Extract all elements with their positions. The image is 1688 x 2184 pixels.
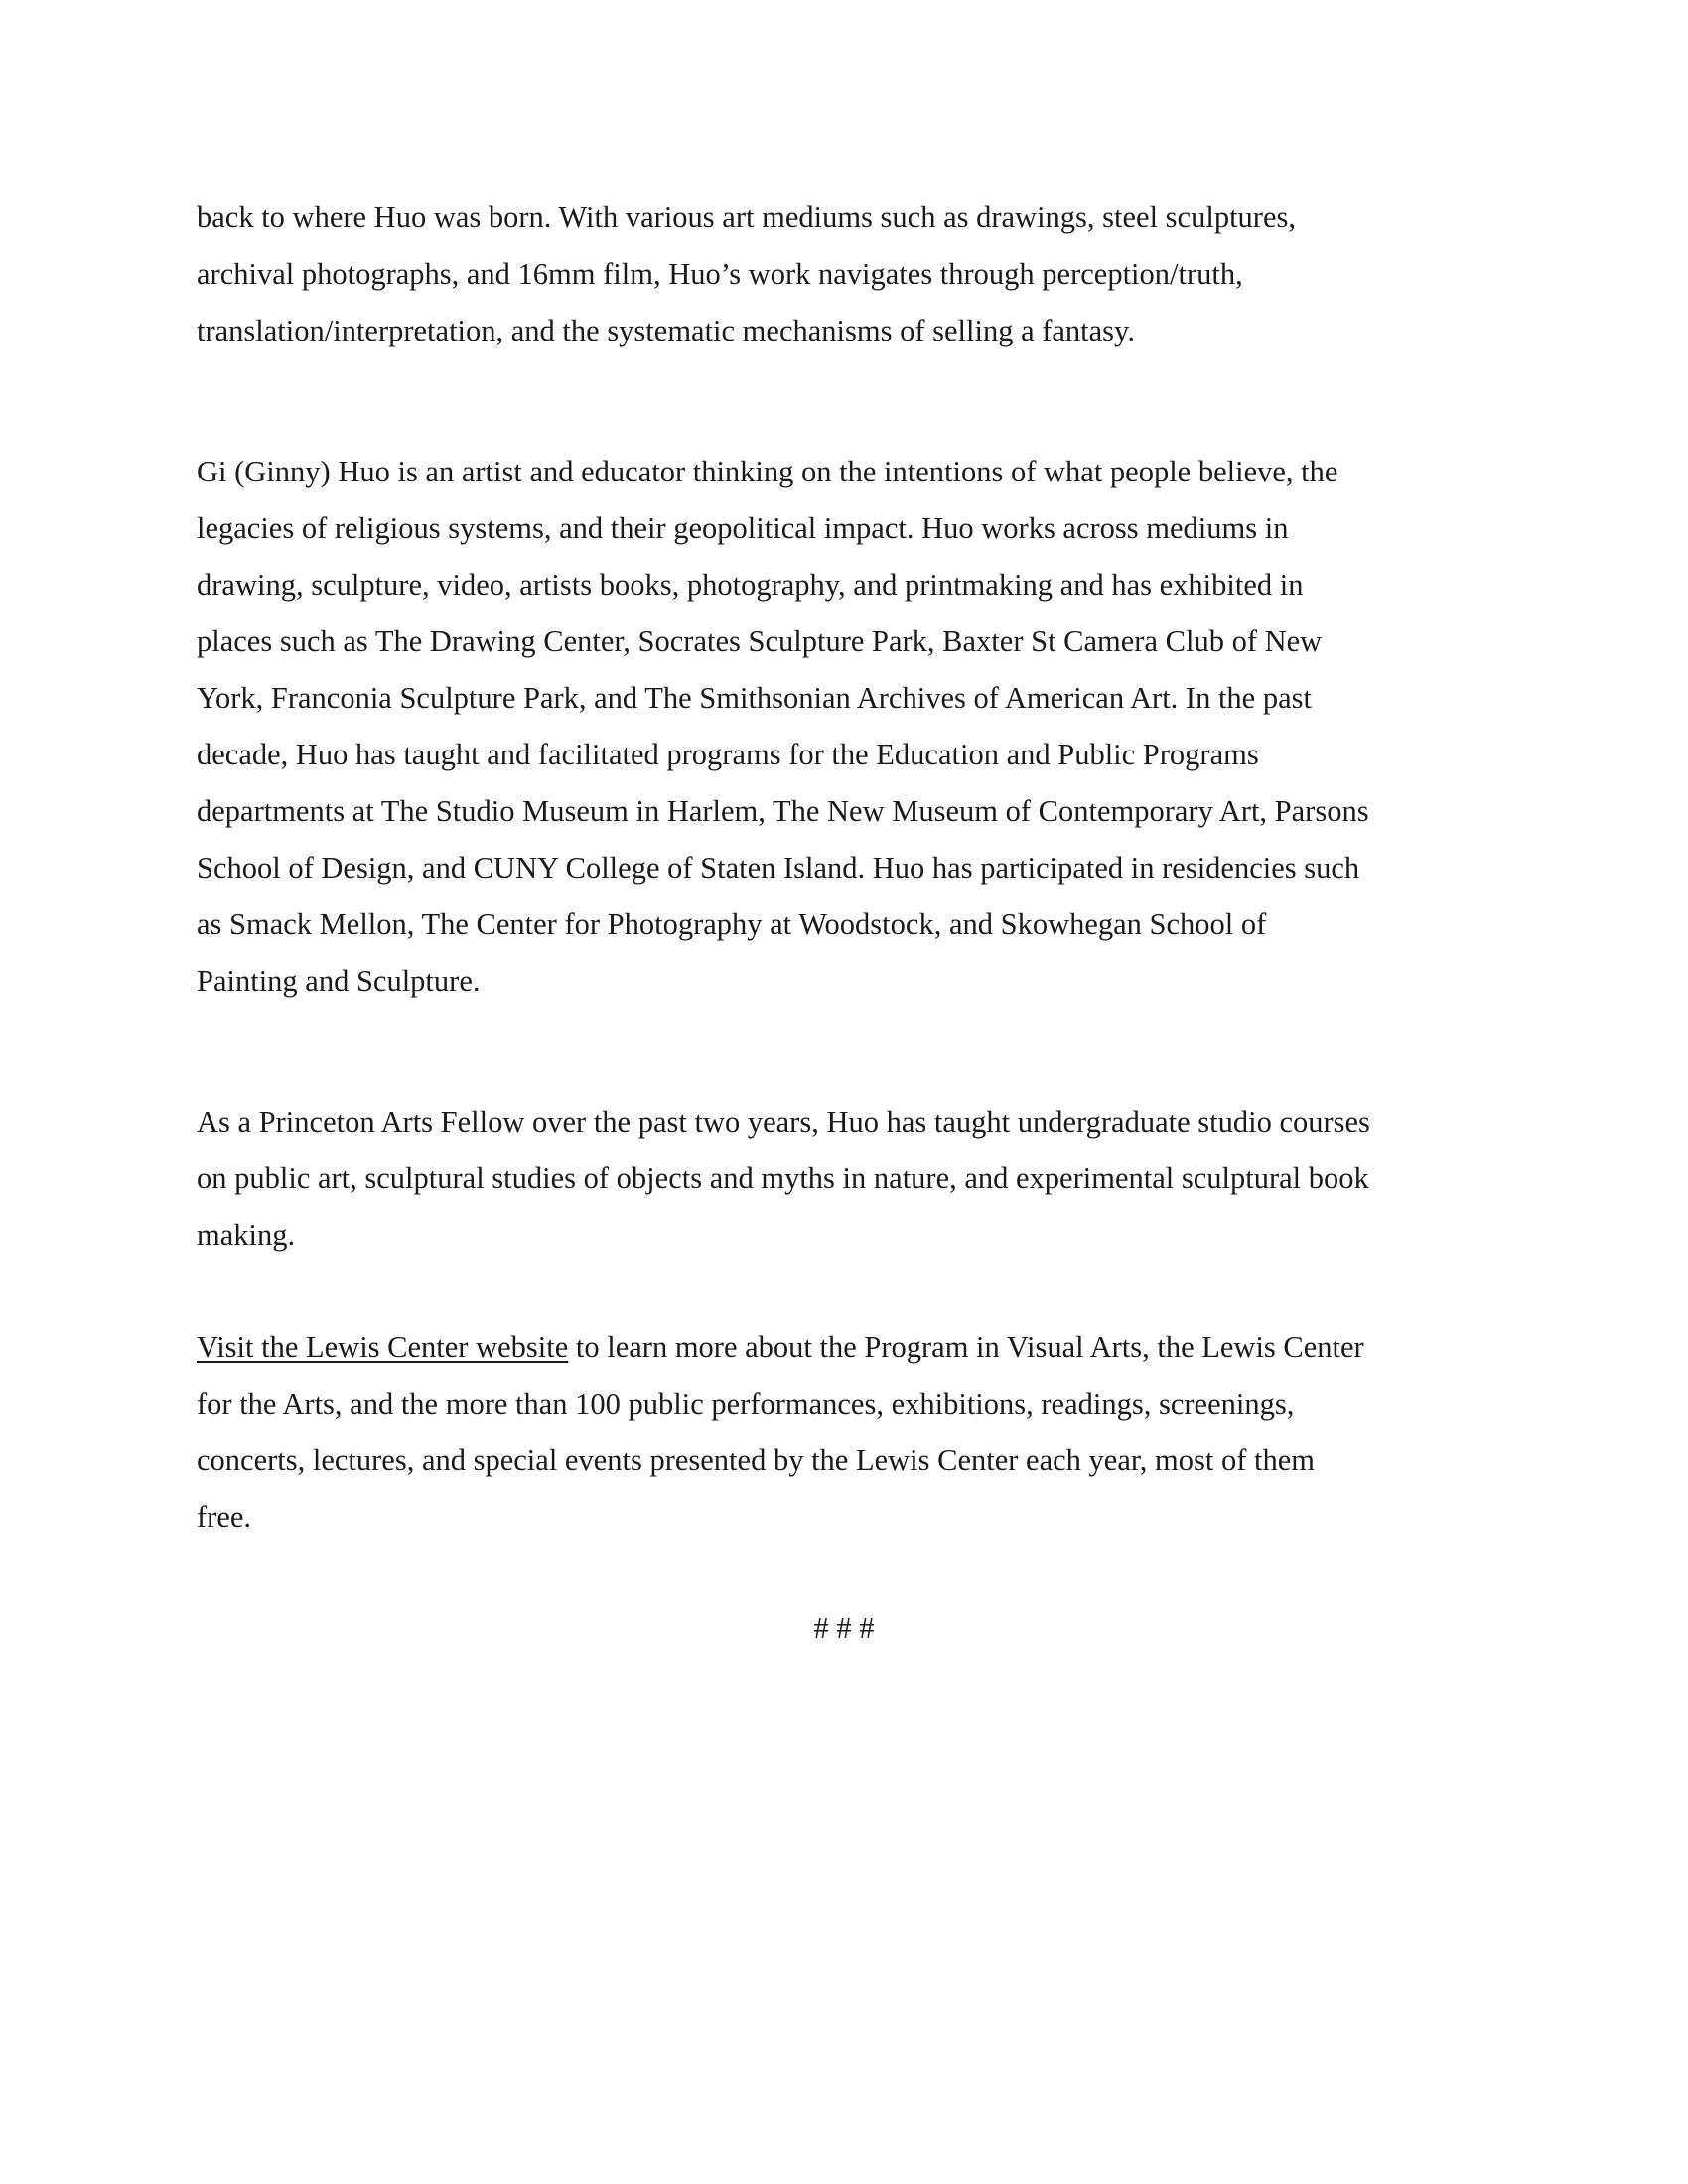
paragraph-line: As a Princeton Arts Fellow over the past two years, Huo has taught undergraduate studio courses bbox=[197, 1105, 1370, 1139]
paragraph-line: places such as The Drawing Center, Socrates Sculpture Park, Baxter St Camera Club of New bbox=[197, 624, 1323, 658]
end-of-release-mark: # # # bbox=[813, 1611, 875, 1645]
paragraph-line: Gi (Ginny) Huo is an artist and educator thinking on the intentions of what people believe, the bbox=[197, 455, 1338, 488]
paragraph-line: archival photographs, and 16mm film, Huo’s work navigates through perception/truth, bbox=[197, 257, 1243, 291]
link-sentence-text: to learn more about the Program in Visual Arts, the Lewis Center bbox=[568, 1330, 1364, 1364]
paragraph-line: legacies of religious systems, and their geopolitical impact. Huo works across mediums in bbox=[197, 511, 1289, 545]
paragraph-line bbox=[197, 1327, 1364, 1367]
paragraph-line: departments at The Studio Museum in Harlem, The New Museum of Contemporary Art, Parsons bbox=[197, 794, 1369, 828]
paragraph-line: as Smack Mellon, The Center for Photography at Woodstock, and Skowhegan School of bbox=[197, 907, 1267, 941]
paragraph-line: decade, Huo has taught and facilitated programs for the Education and Public Programs bbox=[197, 738, 1259, 771]
paragraph-line: for the Arts, and the more than 100 public performances, exhibitions, readings, screenings, bbox=[197, 1387, 1295, 1421]
paragraph-line: back to where Huo was born. With various art mediums such as drawings, steel sculptures, bbox=[197, 201, 1296, 234]
paragraph-line: free. bbox=[197, 1500, 252, 1534]
paragraph-line: translation/interpretation, and the systematic mechanisms of selling a fantasy. bbox=[197, 314, 1135, 347]
paragraph-line: concerts, lectures, and special events presented by the Lewis Center each year, most of them bbox=[197, 1443, 1315, 1477]
paragraph-line: drawing, sculpture, video, artists books, photography, and printmaking and has exhibited in bbox=[197, 568, 1304, 602]
paragraph-line: School of Design, and CUNY College of Staten Island. Huo has participated in residencies such bbox=[197, 851, 1360, 885]
paragraph-line: Painting and Sculpture. bbox=[197, 964, 481, 998]
paragraph-line: making. bbox=[197, 1218, 296, 1252]
paragraph-line: on public art, sculptural studies of objects and myths in nature, and experimental sculptural book bbox=[197, 1161, 1369, 1195]
lewis-center-website-link[interactable]: Visit the Lewis Center website bbox=[197, 1330, 569, 1364]
paragraph-line: York, Franconia Sculpture Park, and The Smithsonian Archives of American Art. In the past bbox=[197, 681, 1312, 715]
